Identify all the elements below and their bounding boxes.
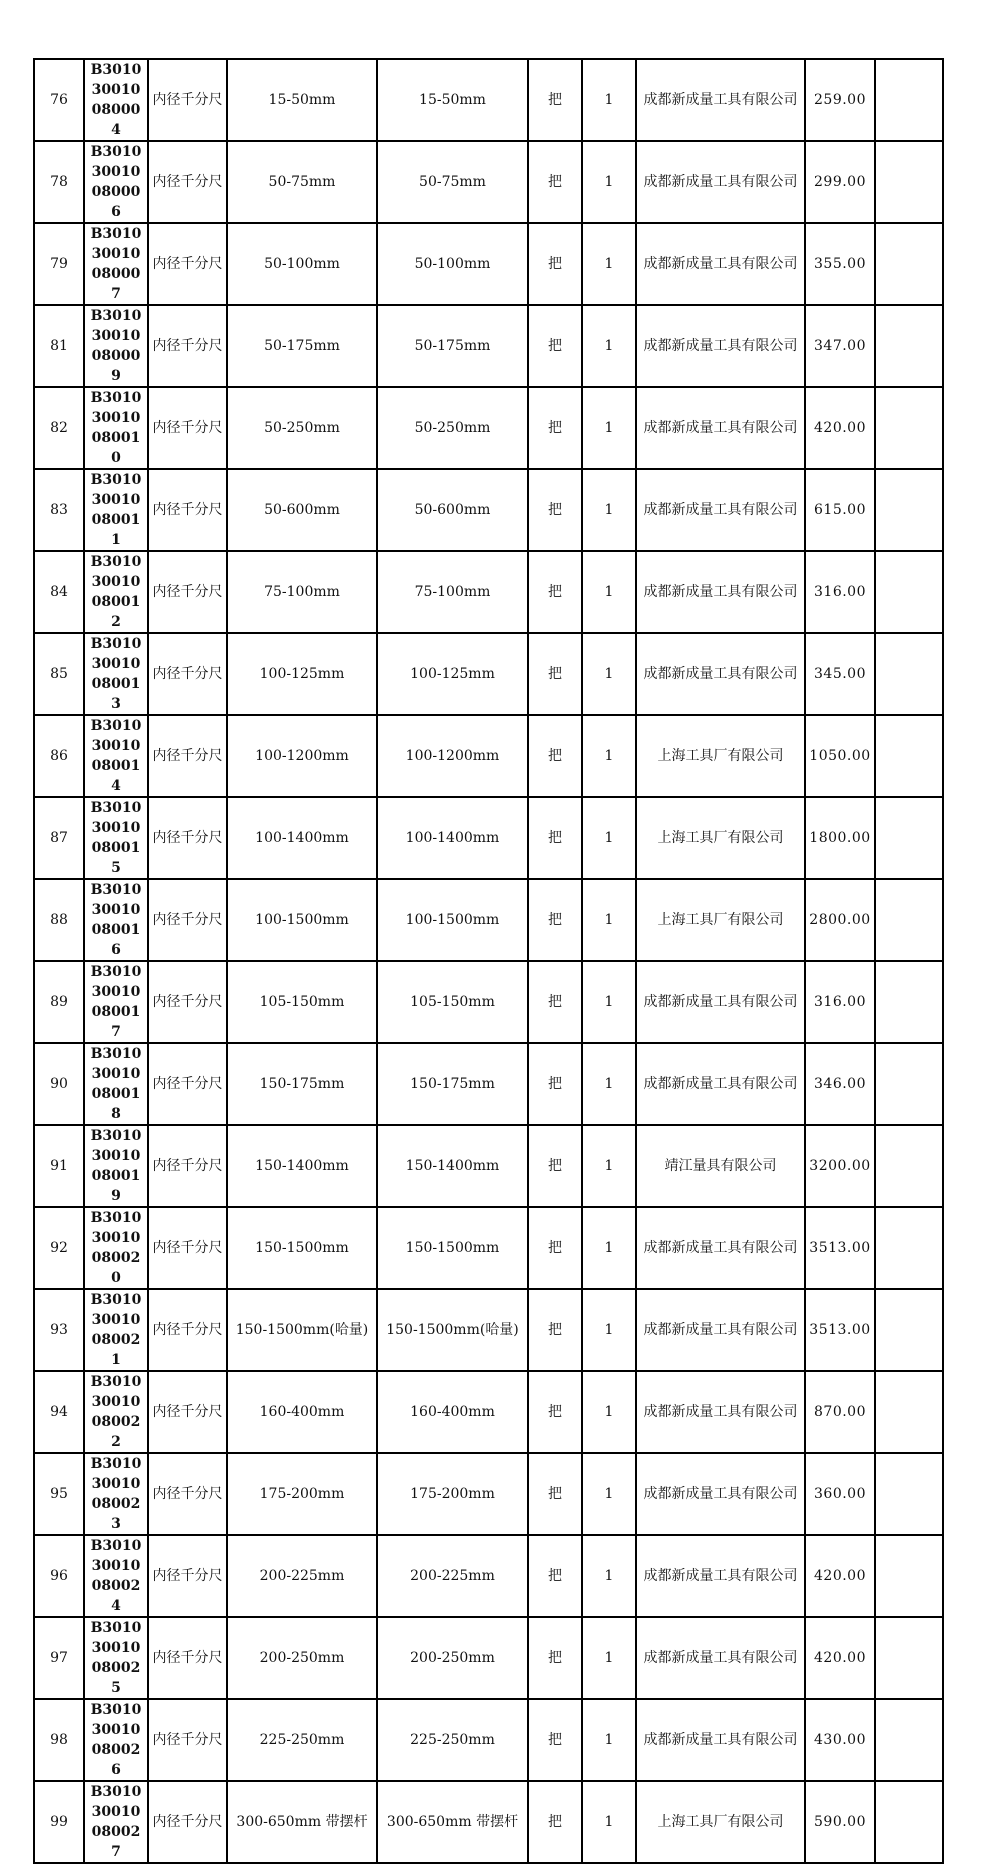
row-number-cell: 79 <box>34 223 84 305</box>
price-cell: 299.00 <box>805 141 875 223</box>
price-cell: 316.00 <box>805 961 875 1043</box>
table-row <box>34 1617 943 1699</box>
manufacturer-cell: 上海工具厂有限公司 <box>636 1781 805 1863</box>
table-row <box>34 551 943 633</box>
row-number-cell: 99 <box>34 1781 84 1863</box>
model-cell: 100-1500mm <box>377 879 528 961</box>
note-cell <box>875 141 943 223</box>
item-name-cell: 内径千分尺 <box>148 961 227 1043</box>
item-code-cell: B301030010080012 <box>84 551 148 633</box>
note-cell <box>875 797 943 879</box>
unit-cell: 把 <box>528 1453 582 1535</box>
row-number-cell: 90 <box>34 1043 84 1125</box>
table-row <box>34 305 943 387</box>
spec-cell: 100-1200mm <box>227 715 377 797</box>
spec-cell: 100-125mm <box>227 633 377 715</box>
unit-cell: 把 <box>528 469 582 551</box>
quantity-cell: 1 <box>582 1535 636 1617</box>
item-name-cell: 内径千分尺 <box>148 305 227 387</box>
price-list-table <box>33 58 944 1864</box>
unit-cell: 把 <box>528 1699 582 1781</box>
model-cell: 100-1200mm <box>377 715 528 797</box>
unit-cell: 把 <box>528 1535 582 1617</box>
price-cell: 590.00 <box>805 1781 875 1863</box>
item-code-cell: B301030010080017 <box>84 961 148 1043</box>
note-cell <box>875 1125 943 1207</box>
quantity-cell: 1 <box>582 633 636 715</box>
table-row <box>34 1043 943 1125</box>
quantity-cell: 1 <box>582 961 636 1043</box>
row-number-cell: 95 <box>34 1453 84 1535</box>
unit-cell: 把 <box>528 1043 582 1125</box>
row-number-cell: 89 <box>34 961 84 1043</box>
price-cell: 345.00 <box>805 633 875 715</box>
spec-cell: 225-250mm <box>227 1699 377 1781</box>
quantity-cell: 1 <box>582 551 636 633</box>
note-cell <box>875 1535 943 1617</box>
note-cell <box>875 1371 943 1453</box>
row-number-cell: 82 <box>34 387 84 469</box>
item-code-cell: B301030010080027 <box>84 1781 148 1863</box>
model-cell: 50-100mm <box>377 223 528 305</box>
unit-cell: 把 <box>528 551 582 633</box>
quantity-cell: 1 <box>582 797 636 879</box>
manufacturer-cell: 成都新成量工具有限公司 <box>636 633 805 715</box>
item-name-cell: 内径千分尺 <box>148 1371 227 1453</box>
row-number-cell: 88 <box>34 879 84 961</box>
manufacturer-cell: 上海工具厂有限公司 <box>636 797 805 879</box>
model-cell: 150-1400mm <box>377 1125 528 1207</box>
quantity-cell: 1 <box>582 1125 636 1207</box>
price-cell: 316.00 <box>805 551 875 633</box>
note-cell <box>875 961 943 1043</box>
spec-cell: 50-75mm <box>227 141 377 223</box>
model-cell: 15-50mm <box>377 59 528 141</box>
quantity-cell: 1 <box>582 387 636 469</box>
item-code-cell: B301030010080020 <box>84 1207 148 1289</box>
table-row <box>34 469 943 551</box>
spec-cell: 150-1400mm <box>227 1125 377 1207</box>
price-cell: 420.00 <box>805 1535 875 1617</box>
quantity-cell: 1 <box>582 469 636 551</box>
row-number-cell: 92 <box>34 1207 84 1289</box>
model-cell: 150-1500mm <box>377 1207 528 1289</box>
quantity-cell: 1 <box>582 59 636 141</box>
price-cell: 347.00 <box>805 305 875 387</box>
model-cell: 75-100mm <box>377 551 528 633</box>
quantity-cell: 1 <box>582 1699 636 1781</box>
table-body <box>34 59 943 1863</box>
manufacturer-cell: 成都新成量工具有限公司 <box>636 469 805 551</box>
row-number-cell: 93 <box>34 1289 84 1371</box>
note-cell <box>875 879 943 961</box>
spec-cell: 50-100mm <box>227 223 377 305</box>
row-number-cell: 81 <box>34 305 84 387</box>
manufacturer-cell: 成都新成量工具有限公司 <box>636 223 805 305</box>
item-name-cell: 内径千分尺 <box>148 1453 227 1535</box>
table-row <box>34 1207 943 1289</box>
price-cell: 259.00 <box>805 59 875 141</box>
spec-cell: 50-600mm <box>227 469 377 551</box>
table-row <box>34 1371 943 1453</box>
item-name-cell: 内径千分尺 <box>148 469 227 551</box>
price-cell: 3513.00 <box>805 1289 875 1371</box>
spec-cell: 100-1400mm <box>227 797 377 879</box>
manufacturer-cell: 成都新成量工具有限公司 <box>636 1207 805 1289</box>
table-row <box>34 1699 943 1781</box>
item-code-cell: B301030010080015 <box>84 797 148 879</box>
price-cell: 870.00 <box>805 1371 875 1453</box>
quantity-cell: 1 <box>582 1617 636 1699</box>
note-cell <box>875 1207 943 1289</box>
item-code-cell: B301030010080004 <box>84 59 148 141</box>
row-number-cell: 84 <box>34 551 84 633</box>
item-name-cell: 内径千分尺 <box>148 879 227 961</box>
unit-cell: 把 <box>528 387 582 469</box>
table-row <box>34 1125 943 1207</box>
price-cell: 360.00 <box>805 1453 875 1535</box>
item-code-cell: B301030010080023 <box>84 1453 148 1535</box>
item-name-cell: 内径千分尺 <box>148 59 227 141</box>
spec-cell: 200-225mm <box>227 1535 377 1617</box>
model-cell: 50-250mm <box>377 387 528 469</box>
item-name-cell: 内径千分尺 <box>148 1207 227 1289</box>
quantity-cell: 1 <box>582 1289 636 1371</box>
unit-cell: 把 <box>528 961 582 1043</box>
unit-cell: 把 <box>528 1371 582 1453</box>
item-name-cell: 内径千分尺 <box>148 1125 227 1207</box>
item-name-cell: 内径千分尺 <box>148 1699 227 1781</box>
spec-cell: 75-100mm <box>227 551 377 633</box>
table-row <box>34 1453 943 1535</box>
note-cell <box>875 1699 943 1781</box>
note-cell <box>875 1617 943 1699</box>
model-cell: 200-250mm <box>377 1617 528 1699</box>
table-row <box>34 797 943 879</box>
spec-cell: 150-175mm <box>227 1043 377 1125</box>
item-code-cell: B301030010080007 <box>84 223 148 305</box>
price-cell: 420.00 <box>805 387 875 469</box>
table-row <box>34 59 943 141</box>
item-code-cell: B301030010080018 <box>84 1043 148 1125</box>
model-cell: 150-175mm <box>377 1043 528 1125</box>
table-row <box>34 223 943 305</box>
item-name-cell: 内径千分尺 <box>148 387 227 469</box>
price-cell: 420.00 <box>805 1617 875 1699</box>
spec-cell: 100-1500mm <box>227 879 377 961</box>
quantity-cell: 1 <box>582 1207 636 1289</box>
price-cell: 430.00 <box>805 1699 875 1781</box>
note-cell <box>875 633 943 715</box>
item-code-cell: B301030010080014 <box>84 715 148 797</box>
item-name-cell: 内径千分尺 <box>148 223 227 305</box>
quantity-cell: 1 <box>582 1453 636 1535</box>
manufacturer-cell: 成都新成量工具有限公司 <box>636 1371 805 1453</box>
manufacturer-cell: 成都新成量工具有限公司 <box>636 1453 805 1535</box>
quantity-cell: 1 <box>582 715 636 797</box>
note-cell <box>875 469 943 551</box>
model-cell: 150-1500mm(哈量) <box>377 1289 528 1371</box>
unit-cell: 把 <box>528 59 582 141</box>
item-code-cell: B301030010080011 <box>84 469 148 551</box>
price-cell: 346.00 <box>805 1043 875 1125</box>
model-cell: 200-225mm <box>377 1535 528 1617</box>
spec-cell: 150-1500mm <box>227 1207 377 1289</box>
item-name-cell: 内径千分尺 <box>148 1289 227 1371</box>
unit-cell: 把 <box>528 1289 582 1371</box>
manufacturer-cell: 上海工具厂有限公司 <box>636 715 805 797</box>
item-name-cell: 内径千分尺 <box>148 551 227 633</box>
row-number-cell: 78 <box>34 141 84 223</box>
unit-cell: 把 <box>528 633 582 715</box>
row-number-cell: 91 <box>34 1125 84 1207</box>
item-code-cell: B301030010080026 <box>84 1699 148 1781</box>
note-cell <box>875 715 943 797</box>
item-name-cell: 内径千分尺 <box>148 1535 227 1617</box>
note-cell <box>875 551 943 633</box>
note-cell <box>875 1781 943 1863</box>
item-name-cell: 内径千分尺 <box>148 1043 227 1125</box>
quantity-cell: 1 <box>582 1781 636 1863</box>
quantity-cell: 1 <box>582 1043 636 1125</box>
price-cell: 355.00 <box>805 223 875 305</box>
unit-cell: 把 <box>528 223 582 305</box>
table-row <box>34 961 943 1043</box>
note-cell <box>875 59 943 141</box>
manufacturer-cell: 成都新成量工具有限公司 <box>636 1699 805 1781</box>
row-number-cell: 94 <box>34 1371 84 1453</box>
item-code-cell: B301030010080016 <box>84 879 148 961</box>
item-name-cell: 内径千分尺 <box>148 141 227 223</box>
table-row <box>34 141 943 223</box>
model-cell: 175-200mm <box>377 1453 528 1535</box>
item-code-cell: B301030010080025 <box>84 1617 148 1699</box>
manufacturer-cell: 成都新成量工具有限公司 <box>636 141 805 223</box>
model-cell: 100-1400mm <box>377 797 528 879</box>
item-code-cell: B301030010080010 <box>84 387 148 469</box>
quantity-cell: 1 <box>582 1371 636 1453</box>
price-cell: 1800.00 <box>805 797 875 879</box>
manufacturer-cell: 成都新成量工具有限公司 <box>636 1617 805 1699</box>
manufacturer-cell: 成都新成量工具有限公司 <box>636 305 805 387</box>
unit-cell: 把 <box>528 305 582 387</box>
unit-cell: 把 <box>528 1781 582 1863</box>
manufacturer-cell: 成都新成量工具有限公司 <box>636 1535 805 1617</box>
spec-cell: 160-400mm <box>227 1371 377 1453</box>
unit-cell: 把 <box>528 141 582 223</box>
manufacturer-cell: 成都新成量工具有限公司 <box>636 1289 805 1371</box>
table-row <box>34 1535 943 1617</box>
item-name-cell: 内径千分尺 <box>148 1617 227 1699</box>
table-row <box>34 387 943 469</box>
note-cell <box>875 223 943 305</box>
quantity-cell: 1 <box>582 879 636 961</box>
row-number-cell: 86 <box>34 715 84 797</box>
item-code-cell: B301030010080013 <box>84 633 148 715</box>
spec-cell: 150-1500mm(哈量) <box>227 1289 377 1371</box>
manufacturer-cell: 成都新成量工具有限公司 <box>636 1043 805 1125</box>
quantity-cell: 1 <box>582 305 636 387</box>
price-cell: 1050.00 <box>805 715 875 797</box>
item-code-cell: B301030010080006 <box>84 141 148 223</box>
model-cell: 50-600mm <box>377 469 528 551</box>
table-row <box>34 1781 943 1863</box>
item-code-cell: B301030010080019 <box>84 1125 148 1207</box>
note-cell <box>875 387 943 469</box>
spec-cell: 105-150mm <box>227 961 377 1043</box>
unit-cell: 把 <box>528 1207 582 1289</box>
model-cell: 160-400mm <box>377 1371 528 1453</box>
quantity-cell: 1 <box>582 223 636 305</box>
item-code-cell: B301030010080009 <box>84 305 148 387</box>
item-name-cell: 内径千分尺 <box>148 633 227 715</box>
model-cell: 105-150mm <box>377 961 528 1043</box>
item-code-cell: B301030010080024 <box>84 1535 148 1617</box>
table-row <box>34 879 943 961</box>
quantity-cell: 1 <box>582 141 636 223</box>
manufacturer-cell: 成都新成量工具有限公司 <box>636 551 805 633</box>
note-cell <box>875 1289 943 1371</box>
price-cell: 3200.00 <box>805 1125 875 1207</box>
item-code-cell: B301030010080022 <box>84 1371 148 1453</box>
model-cell: 100-125mm <box>377 633 528 715</box>
note-cell <box>875 1043 943 1125</box>
manufacturer-cell: 靖江量具有限公司 <box>636 1125 805 1207</box>
table-row <box>34 1289 943 1371</box>
manufacturer-cell: 上海工具厂有限公司 <box>636 879 805 961</box>
manufacturer-cell: 成都新成量工具有限公司 <box>636 387 805 469</box>
row-number-cell: 83 <box>34 469 84 551</box>
item-name-cell: 内径千分尺 <box>148 797 227 879</box>
price-cell: 2800.00 <box>805 879 875 961</box>
row-number-cell: 76 <box>34 59 84 141</box>
model-cell: 225-250mm <box>377 1699 528 1781</box>
price-cell: 3513.00 <box>805 1207 875 1289</box>
model-cell: 50-175mm <box>377 305 528 387</box>
row-number-cell: 85 <box>34 633 84 715</box>
item-name-cell: 内径千分尺 <box>148 715 227 797</box>
price-cell: 615.00 <box>805 469 875 551</box>
unit-cell: 把 <box>528 879 582 961</box>
manufacturer-cell: 成都新成量工具有限公司 <box>636 961 805 1043</box>
note-cell <box>875 305 943 387</box>
unit-cell: 把 <box>528 797 582 879</box>
unit-cell: 把 <box>528 1617 582 1699</box>
unit-cell: 把 <box>528 1125 582 1207</box>
row-number-cell: 96 <box>34 1535 84 1617</box>
item-name-cell: 内径千分尺 <box>148 1781 227 1863</box>
table-row <box>34 715 943 797</box>
spec-cell: 50-175mm <box>227 305 377 387</box>
note-cell <box>875 1453 943 1535</box>
spec-cell: 50-250mm <box>227 387 377 469</box>
unit-cell: 把 <box>528 715 582 797</box>
spec-cell: 175-200mm <box>227 1453 377 1535</box>
manufacturer-cell: 成都新成量工具有限公司 <box>636 59 805 141</box>
spec-cell: 15-50mm <box>227 59 377 141</box>
model-cell: 50-75mm <box>377 141 528 223</box>
row-number-cell: 87 <box>34 797 84 879</box>
spec-cell: 200-250mm <box>227 1617 377 1699</box>
item-code-cell: B301030010080021 <box>84 1289 148 1371</box>
spec-cell: 300-650mm 带摆杆 <box>227 1781 377 1863</box>
table-row <box>34 633 943 715</box>
row-number-cell: 97 <box>34 1617 84 1699</box>
row-number-cell: 98 <box>34 1699 84 1781</box>
model-cell: 300-650mm 带摆杆 <box>377 1781 528 1863</box>
